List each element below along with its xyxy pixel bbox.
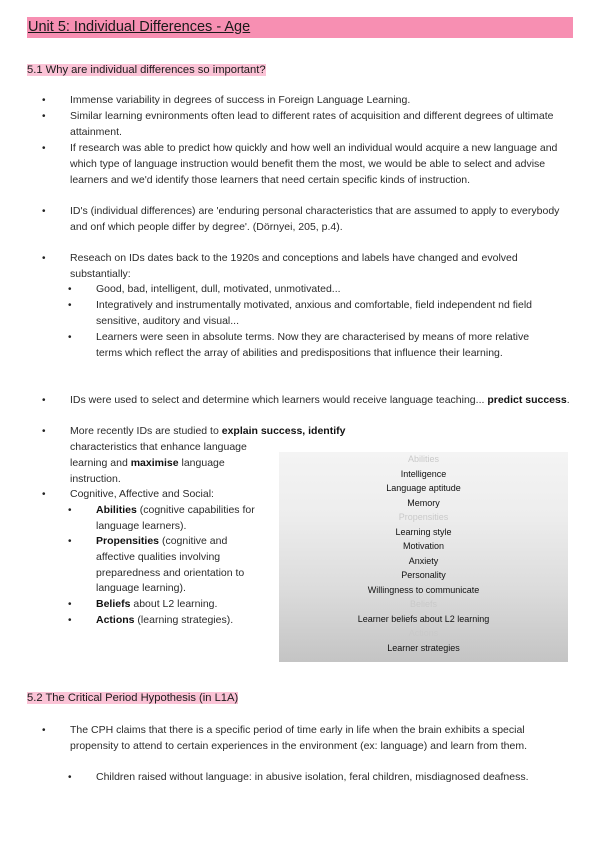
list-item-line-1 — [70, 424, 345, 440]
figure-item: Learner strategies — [387, 642, 460, 653]
sub-list-item: Children raised without language: in abusive isolation, feral children, misdiagnosed deafness. — [96, 771, 529, 783]
figure-header-actions: Actions — [408, 628, 439, 638]
bullet-icon: • — [42, 426, 46, 437]
bullet-icon: • — [42, 206, 46, 217]
bold-text: Beliefs — [96, 598, 131, 610]
figure-header-beliefs: Beliefs — [409, 599, 437, 609]
bullet-icon: • — [68, 505, 72, 516]
bullet-icon: • — [42, 111, 46, 122]
list-item: Immense variability in degrees of success in Foreign Language Learning. — [70, 94, 411, 106]
bold-text: maximise — [130, 456, 179, 469]
text-run: language instruction. — [70, 456, 225, 485]
text-run: (learning strategies). — [134, 614, 234, 626]
section-heading-5-2 — [27, 690, 238, 706]
bold-text: Propensities — [96, 535, 160, 547]
figure-header-abilities: Abilities — [407, 454, 439, 464]
figure-item: Learning style — [395, 526, 452, 537]
sub-list-item — [96, 597, 266, 613]
figure-item: Personality — [401, 570, 446, 580]
bold-text: Abilities — [96, 504, 137, 516]
sub-list-item: Learners were seen in absolute terms. Now they are characterised by means of more relative terms which reflect the array of abilities and predispositions that influence their learning. — [96, 331, 530, 359]
text-run: characteristics that enhance language learning and — [70, 441, 247, 469]
bold-text: Actions — [96, 614, 135, 626]
bullet-icon: • — [68, 284, 72, 295]
bullet-icon: • — [68, 772, 72, 783]
list-item: ID's (individual differences) are 'enduring personal characteristics that are assumed to apply to everybody and onf which people differ by degree'. (Dörnyei, 205, p.4). — [70, 205, 560, 233]
sub-list-item: Good, bad, intelligent, dull, motivated, unmotivated... — [96, 283, 341, 295]
bullet-icon: • — [42, 489, 46, 500]
bullet-icon: • — [42, 143, 46, 154]
text-run: IDs were used to select and determine which learners would receive language teaching... — [70, 394, 488, 406]
figure-item: Language aptitude — [386, 483, 461, 493]
text-run: (cognitive capabilities for language learners). — [96, 504, 255, 532]
list-item: Similar learning evnironments often lead to different rates of acquisition and different degrees of ultimate attainment. — [70, 110, 554, 138]
list-item-wrap — [70, 440, 268, 485]
list-item — [70, 393, 570, 409]
bullet-icon: • — [42, 395, 46, 406]
bold-text: explain success, identify — [221, 425, 346, 437]
bullet-icon: • — [68, 599, 72, 610]
bullet-icon: • — [68, 300, 72, 311]
sub-list-item — [96, 503, 266, 535]
text-run: about L2 learning. — [130, 598, 218, 610]
section-heading-text: 5.1 Why are individual differences so important? — [27, 64, 266, 76]
text-run: More recently IDs are studied to — [70, 425, 222, 437]
list-item: Cognitive, Affective and Social: — [70, 488, 214, 500]
figure-item: Intelligence — [400, 468, 447, 479]
bold-text: predict success — [487, 394, 567, 406]
figure-item: Memory — [407, 497, 440, 508]
figure-item: Motivation — [402, 541, 445, 551]
section-heading-5-1 — [27, 62, 266, 78]
bullet-icon: • — [42, 725, 46, 736]
bullet-icon: • — [68, 615, 72, 626]
sub-list-item: Integratively and instrumentally motivated, anxious and comfortable, field independent nd field sensitive, auditory and visual... — [96, 299, 533, 327]
page-title: Unit 5: Individual Differences - Age — [27, 17, 573, 38]
section-heading-text: 5.2 The Critical Period Hypothesis (in L1A) — [27, 692, 239, 704]
list-item: The CPH claims that there is a specific period of time early in life when the brain exhibits a special propensity to attend to certain experiences in the environment (ex: language) and learn from them. — [70, 724, 528, 752]
sub-list-item — [96, 613, 266, 629]
figure-item: Willingness to communicate — [367, 584, 480, 595]
bullet-icon: • — [42, 253, 46, 264]
bullet-icon: • — [42, 95, 46, 106]
list-item: If research was able to predict how quickly and how well an individual would acquire a new language and which type of language instruction would benefit them the most, we would be able to select and advise learners and we'd identify those learners that need certain specific kinds of instruction. — [70, 142, 558, 186]
figure-header-propensities: Propensities — [398, 512, 449, 522]
sub-list-item — [96, 534, 266, 597]
bullet-icon: • — [68, 536, 72, 547]
id-taxonomy-figure — [279, 452, 568, 662]
figure-item: Anxiety — [408, 555, 439, 566]
list-item: Reseach on IDs dates back to the 1920s and conceptions and labels have changed and evolved substantially: — [70, 252, 518, 280]
bullet-icon: • — [68, 332, 72, 343]
text-run: . — [566, 394, 570, 406]
figure-item: Learner beliefs about L2 learning — [357, 613, 490, 624]
text-run: (cognitive and affective qualities involving preparedness and orientation to language learning). — [96, 535, 245, 595]
